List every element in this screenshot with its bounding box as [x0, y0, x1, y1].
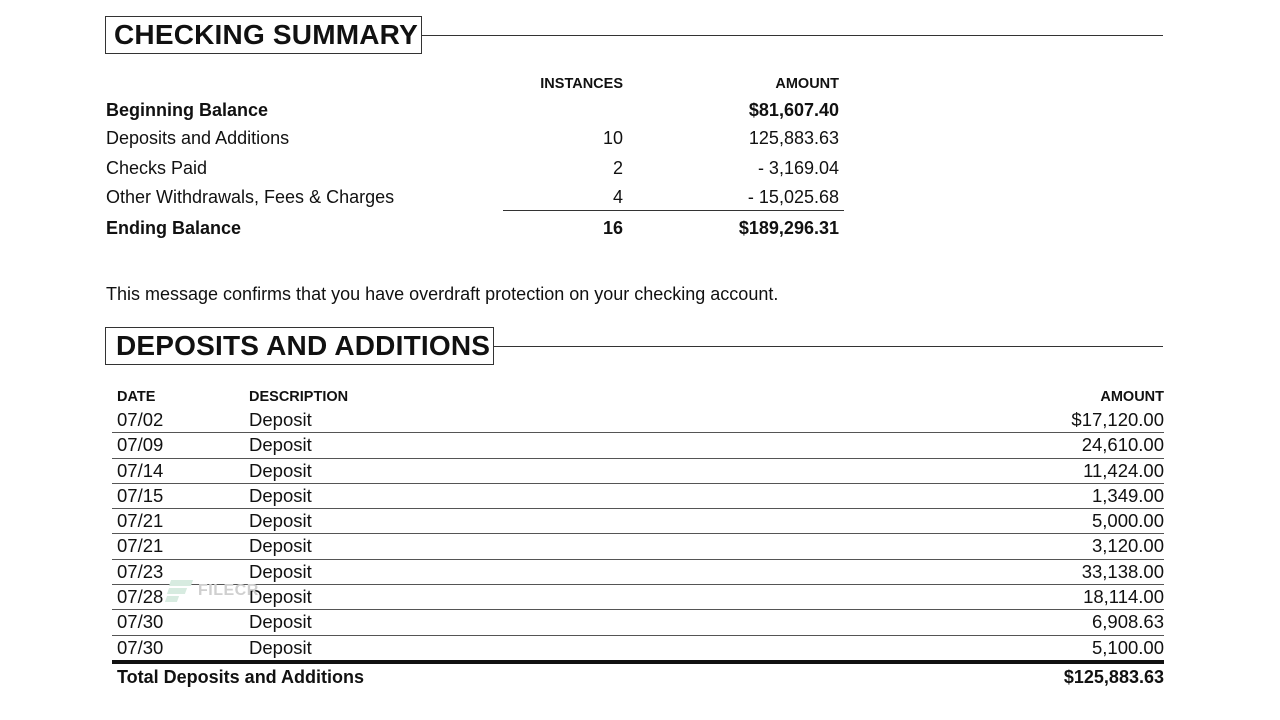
row-date: 07/15 — [117, 484, 164, 506]
summary-row-instances: 2 — [612, 158, 623, 178]
col-amount-header: AMOUNT — [1100, 389, 1164, 405]
row-description: Deposit — [249, 560, 312, 582]
deposits-table — [112, 386, 1164, 661]
watermark-text: FILECR — [198, 582, 259, 599]
col-date-header: DATE — [117, 389, 156, 405]
row-description: Deposit — [249, 586, 312, 608]
row-date: 07/30 — [117, 636, 164, 658]
summary-row-label: Beginning Balance — [106, 100, 269, 120]
table-row — [112, 534, 1164, 559]
col-amount-header: AMOUNT — [775, 76, 839, 92]
summary-divider — [503, 210, 844, 211]
header-rule — [422, 35, 1163, 36]
row-date: 07/23 — [117, 560, 164, 582]
overdraft-message: This message confirms that you have overdraft protection on your checking account. — [106, 284, 779, 304]
row-description: Deposit — [249, 459, 312, 481]
total-label: Total Deposits and Additions — [117, 667, 364, 687]
summary-row-amount: - 15,025.68 — [747, 187, 839, 207]
row-amount: 18,114.00 — [1083, 586, 1164, 608]
row-date: 07/14 — [117, 459, 164, 481]
row-date: 07/30 — [117, 611, 164, 633]
row-date: 07/21 — [117, 535, 164, 557]
summary-row-amount: 125,883.63 — [748, 128, 839, 148]
table-row — [112, 459, 1164, 484]
summary-row-amount: - 3,169.04 — [757, 158, 839, 178]
summary-row-instances: 4 — [612, 187, 623, 207]
row-amount: 5,100.00 — [1091, 636, 1164, 658]
summary-row-amount: $81,607.40 — [748, 100, 839, 120]
row-amount: 33,138.00 — [1081, 560, 1164, 582]
row-description: Deposit — [249, 434, 312, 456]
col-description-header: DESCRIPTION — [249, 389, 349, 405]
row-amount: $17,120.00 — [1071, 409, 1164, 430]
table-row — [112, 610, 1164, 635]
summary-row-label: Checks Paid — [106, 158, 208, 178]
table-row — [112, 636, 1164, 661]
deposits-title: DEPOSITS AND ADDITIONS — [105, 327, 494, 365]
row-amount: 6,908.63 — [1091, 611, 1164, 633]
row-amount: 24,610.00 — [1081, 434, 1164, 456]
row-description: Deposit — [249, 484, 312, 506]
row-date: 07/02 — [117, 409, 164, 430]
row-date: 07/09 — [117, 434, 164, 456]
row-date: 07/21 — [117, 510, 164, 532]
row-date: 07/28 — [117, 586, 164, 608]
summary-row-amount: $189,296.31 — [738, 218, 839, 238]
row-amount: 5,000.00 — [1091, 510, 1164, 532]
row-amount: 3,120.00 — [1091, 535, 1164, 557]
row-amount: 11,424.00 — [1083, 459, 1164, 481]
table-row — [112, 433, 1164, 458]
row-description: Deposit — [249, 510, 312, 532]
summary-row-instances: 10 — [602, 128, 623, 148]
row-description: Deposit — [249, 636, 312, 658]
total-amount: $125,883.63 — [1063, 667, 1164, 687]
deposits-rows — [112, 408, 1164, 661]
total-rule — [112, 660, 1164, 664]
deposits-table-header — [112, 386, 1164, 408]
deposits-header — [105, 327, 1163, 365]
table-row — [112, 484, 1164, 509]
row-description: Deposit — [249, 409, 312, 430]
checking-summary-header — [105, 16, 1163, 54]
summary-row-label: Other Withdrawals, Fees & Charges — [106, 187, 395, 207]
summary-row-label: Deposits and Additions — [106, 128, 290, 148]
row-description: Deposit — [249, 611, 312, 633]
deposits-total-row — [112, 666, 1164, 690]
table-row — [112, 560, 1164, 585]
summary-row-label: Ending Balance — [106, 218, 242, 238]
checking-summary-title: CHECKING SUMMARY — [105, 16, 422, 54]
row-description: Deposit — [249, 535, 312, 557]
header-rule — [494, 346, 1163, 347]
row-amount: 1,349.00 — [1091, 484, 1164, 506]
summary-row-instances: 16 — [602, 218, 623, 238]
col-instances-header: INSTANCES — [540, 76, 623, 92]
table-row — [112, 408, 1164, 433]
table-row — [112, 509, 1164, 534]
table-row — [112, 585, 1164, 610]
